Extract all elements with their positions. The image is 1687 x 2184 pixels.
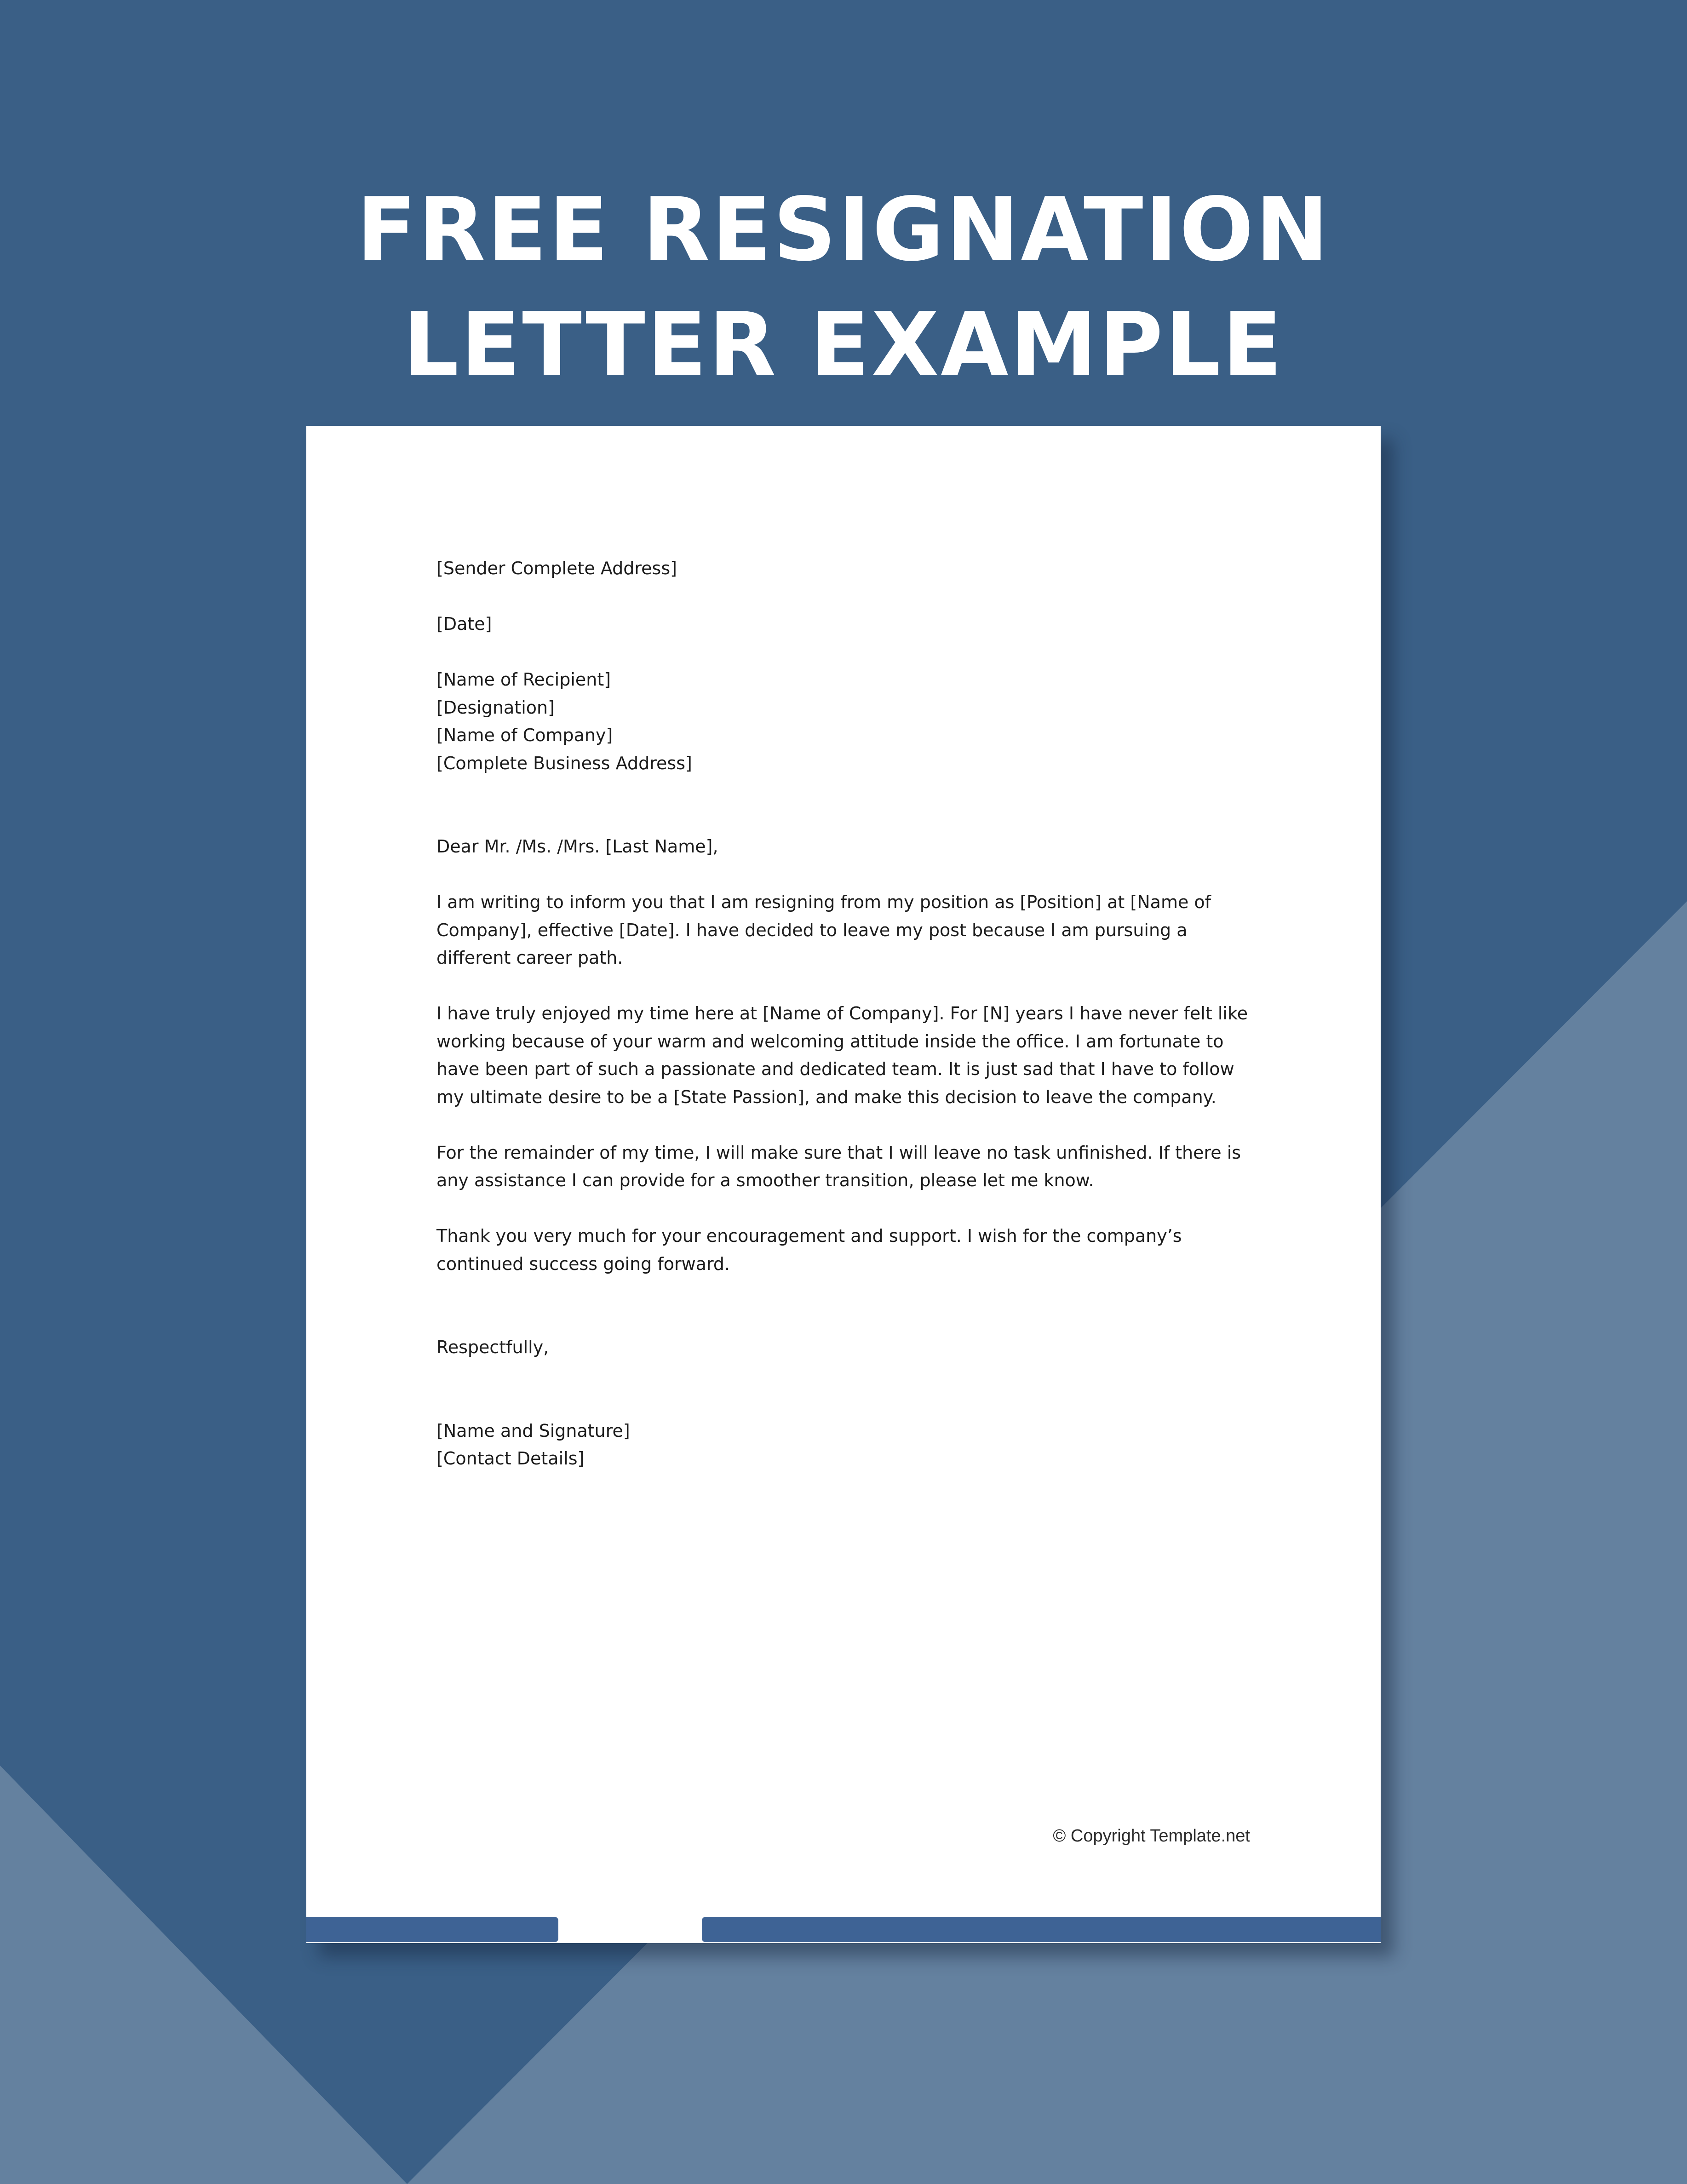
sender-address: [Sender Complete Address] — [436, 558, 677, 578]
letter-date: [Date] — [436, 614, 492, 634]
recipient-company: [Name of Company] — [436, 725, 613, 745]
footer-bar-right — [702, 1917, 1381, 1942]
recipient-name: [Name of Recipient] — [436, 669, 611, 690]
body-paragraph-4: Thank you very much for your encouragement and support. I wish for the company’s continued success going forward. — [436, 1226, 1182, 1274]
spacer — [436, 972, 1260, 1000]
spacer — [436, 1361, 1260, 1417]
page-title — [0, 172, 1687, 402]
copyright-notice: © Copyright Template.net — [1053, 1826, 1250, 1846]
title-line-1: FREE RESIGNATION — [356, 179, 1331, 280]
salutation: Dear Mr. /Ms. /Mrs. [Last Name], — [436, 836, 718, 857]
spacer — [436, 861, 1260, 889]
body-paragraph-3: For the remainder of my time, I will make sure that I will leave no task unfinished. If there is any assistance I can provide for a smoother transition, please let me know. — [436, 1142, 1241, 1190]
signature-line: [Name and Signature] — [436, 1420, 630, 1441]
letter-body — [436, 555, 1260, 1473]
footer-bar-left — [306, 1917, 558, 1942]
spacer — [436, 1111, 1260, 1139]
letter-page — [306, 426, 1381, 1943]
spacer — [436, 638, 1260, 666]
closing: Respectfully, — [436, 1337, 549, 1357]
recipient-designation: [Designation] — [436, 697, 555, 718]
spacer — [436, 777, 1260, 833]
body-paragraph-1: I am writing to inform you that I am resigning from my position as [Position] at [Name of Company], effective [Date]. I have decided to leave my post because I am pursuing a different career path. — [436, 892, 1211, 968]
spacer — [436, 1195, 1260, 1223]
body-paragraph-2: I have truly enjoyed my time here at [Name of Company]. For [N] years I have never felt like working because of your warm and welcoming attitude inside the office. I am fortunate to have been part of such a passionate and dedicated team. It is just sad that I have to follow my ultimate desire to be a [State Passion], and make this decision to leave the company. — [436, 1003, 1248, 1107]
spacer — [436, 1278, 1260, 1333]
title-line-2: LETTER EXAMPLE — [403, 294, 1284, 395]
spacer — [436, 583, 1260, 611]
recipient-business-address: [Complete Business Address] — [436, 753, 692, 773]
contact-details: [Contact Details] — [436, 1448, 585, 1469]
